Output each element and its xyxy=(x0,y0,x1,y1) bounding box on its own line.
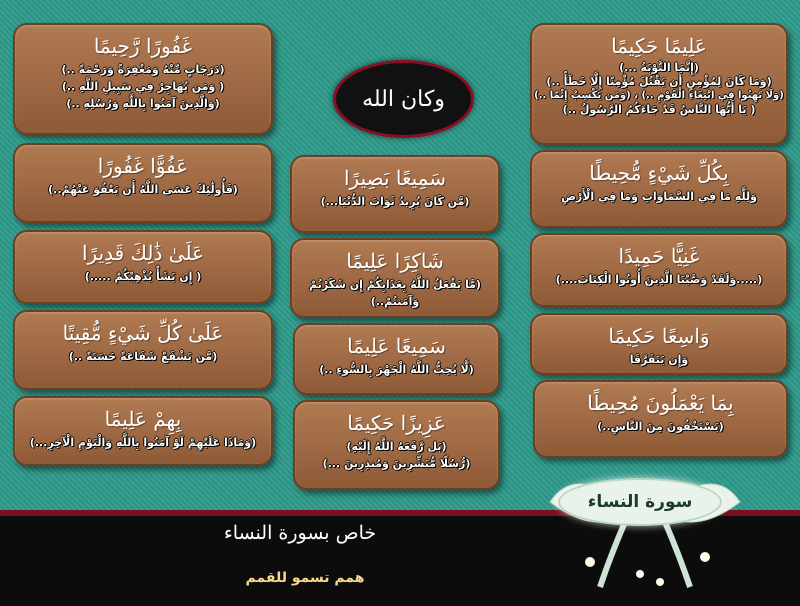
card-heading: سَمِيعًا عَلِيمًا xyxy=(347,334,446,358)
card-verse: (وَمَا كَانَ لِمُؤْمِنٍ أَن يَقْتُلَ مُؤْمِنًا إِلَّا خَطَأً ..) xyxy=(546,75,772,88)
card-verse: وَإِن يَتَفَرَّقَا xyxy=(629,353,689,366)
card-middle-4 xyxy=(293,400,500,490)
card-verse: (لَّا يُحِبُّ اللَّهُ الْجَهْرَ بِالسُّوءِ ..) xyxy=(319,363,474,376)
card-middle-2 xyxy=(290,238,500,318)
card-heading: عَلَىٰ ذَٰلِكَ قَدِيرًا xyxy=(81,241,204,265)
card-verse: ( يَا أَيُّهَا النَّاسُ قَدْ جَاءَكُمُ الرَّسُولُ ..) xyxy=(562,103,756,116)
card-right-2 xyxy=(530,150,788,228)
card-verse: ( إِن يَشَأْ يُذْهِبْكُمْ .....) xyxy=(84,270,202,283)
card-heading: غَنِيًّا حَمِيدًا xyxy=(618,244,700,268)
card-verse: (يَسْتَخْفُونَ مِنَ النَّاسِ..) xyxy=(597,420,724,433)
surah-label: سورة النساء xyxy=(558,478,722,526)
card-verse: (.....وَلَقَدْ وَصَّيْنَا الَّذِينَ أُوتُوا الْكِتَابَ....) xyxy=(555,273,763,286)
card-verse: (رُّسُلًا مُّبَشِّرِينَ وَمُنذِرِينَ ...) xyxy=(322,457,471,470)
card-heading: وَاسِعًا حَكِيمًا xyxy=(608,324,710,348)
card-heading: غَفُورًا رَّحِيمًا xyxy=(93,34,193,58)
card-verse: (وَالَّذِينَ آمَنُوا بِاللَّهِ وَرُسُلِهِ ..) xyxy=(66,97,220,110)
card-verse: (وَلَا تَهِنُوا فِي ابْتِغَاءِ الْقَوْمِ ..) ، (وَمَن يَكْسِبْ إِثْمًا ..) xyxy=(534,90,784,101)
card-right-1 xyxy=(530,23,788,145)
card-left-5 xyxy=(13,396,273,466)
footer-slogan: همم تسمو للقمم xyxy=(245,570,365,586)
card-right-4 xyxy=(530,313,788,375)
card-heading: عَلِيمًا حَكِيمًا xyxy=(611,34,707,58)
card-verse: (بَل رَّفَعَهُ اللَّهُ إِلَيْهِ) xyxy=(346,440,447,453)
card-heading: سَمِيعًا بَصِيرًا xyxy=(344,166,446,190)
card-right-3 xyxy=(530,233,788,307)
card-left-4 xyxy=(13,310,273,390)
card-heading: عَزِيزًا حَكِيمًا xyxy=(347,411,446,435)
card-verse: (مَّن كَانَ يُرِيدُ ثَوَابَ الدُّنْيَا...) xyxy=(320,195,470,208)
card-heading: عَفُوًّا غَفُورًا xyxy=(97,154,189,178)
band-title: خاص بسورة النساء xyxy=(223,522,377,544)
card-heading: بِكُلِّ شَيْءٍ مُّحِيطًا xyxy=(589,161,729,185)
card-left-2 xyxy=(13,143,273,223)
center-title: وكان الله xyxy=(333,60,474,138)
card-verse: (دَرَجَاتٍ مِّنْهُ وَمَغْفِرَةً وَرَحْمَةً ..) xyxy=(61,63,225,76)
card-left-1 xyxy=(13,23,273,135)
card-middle-3 xyxy=(293,323,500,395)
card-middle-1 xyxy=(290,155,500,233)
card-verse: (مَّن يَشْفَعْ شَفَاعَةً حَسَنَةً ..) xyxy=(68,350,218,363)
card-heading: شَاكِرًا عَلِيمًا xyxy=(346,249,444,273)
card-verse: وَلِلَّهِ مَا فِي السَّمَاوَاتِ وَمَا فِي الْأَرْضِ xyxy=(561,190,757,203)
card-left-3 xyxy=(13,230,273,304)
card-right-5 xyxy=(533,380,788,458)
card-verse: (فَأُولَٰئِكَ عَسَى اللَّهُ أَن يَعْفُوَ عَنْهُمْ..) xyxy=(48,183,238,196)
card-verse: (وَمَاذَا عَلَيْهِمْ لَوْ آمَنُوا بِاللَّهِ وَالْيَوْمِ الْآخِرِ...) xyxy=(29,436,257,449)
card-heading: عَلَىٰ كُلِّ شَيْءٍ مُّقِيتًا xyxy=(62,321,224,345)
card-verse: (إِنَّمَا التَّوْبَةُ ...) xyxy=(619,61,699,74)
card-heading: بِهِمْ عَلِيمًا xyxy=(104,407,182,431)
card-heading: بِمَا يَعْمَلُونَ مُحِيطًا xyxy=(587,391,734,415)
card-verse: ( وَمَن يُهَاجِرْ فِي سَبِيلِ اللَّهِ ..) xyxy=(61,80,225,93)
card-verse: (مَّا يَفْعَلُ اللَّهُ بِعَذَابِكُمْ إِن شَكَرْتُمْ وَآمَنتُمْ..) xyxy=(309,278,481,308)
